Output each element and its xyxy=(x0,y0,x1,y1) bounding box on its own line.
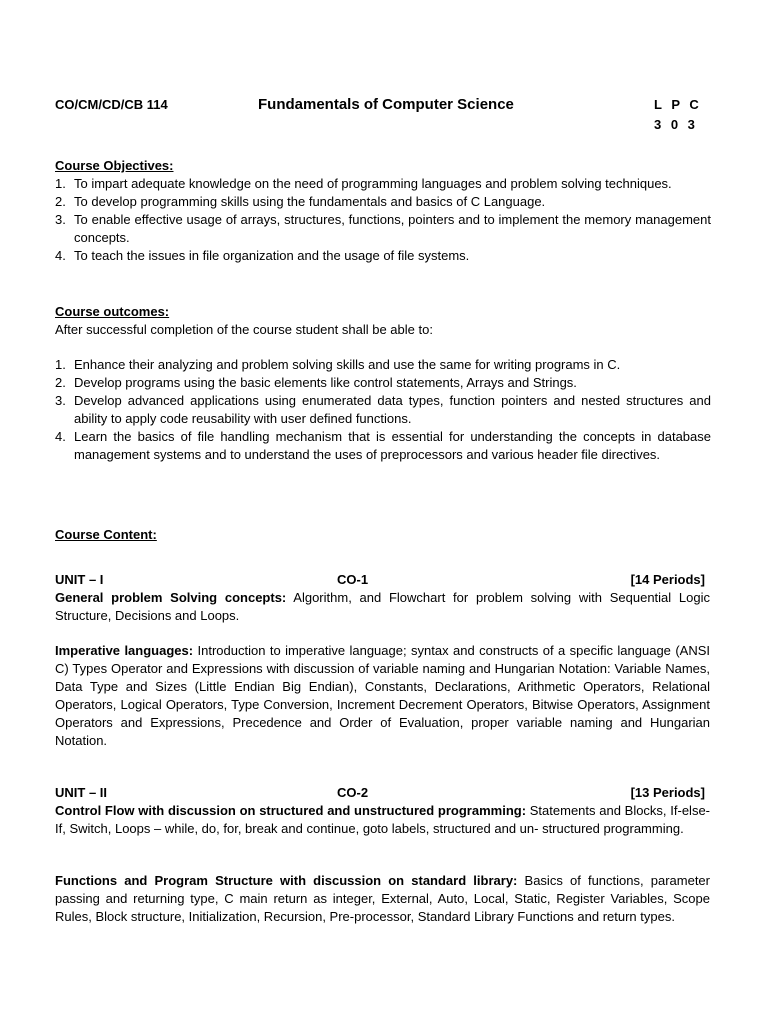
list-item: 2. To develop programming skills using the fundamentals and basics of C Language. xyxy=(55,194,546,209)
outcomes-heading: Course outcomes: xyxy=(55,304,170,319)
unit1-topic-1-text: Algorithm, and Flowchart for problem solving with Sequential Logic Structure, Decisions and Loops. xyxy=(55,590,710,623)
unit2-topic-2 xyxy=(55,872,710,926)
list-item: 2. Develop programs using the basic elements like control statements, Arrays and Strings. xyxy=(55,375,577,390)
list-item: 1. Enhance their analyzing and problem solving skills and use the same for writing programs in C. xyxy=(55,357,621,372)
outcome-text: Develop programs using the basic elements like control statements, Arrays and Strings. xyxy=(74,375,577,390)
outcome-text: Develop advanced applications using enumerated data types, function pointers and nested structures and ability to apply code reusability with user defined functions. xyxy=(74,393,711,426)
content-heading: Course Content: xyxy=(55,527,157,542)
list-item: 4. Learn the basics of file handling mechanism that is essential for understanding the concepts in database management systems and to understand the uses of preprocessors and various header file directives. xyxy=(55,429,711,462)
ltp-labels: L P C xyxy=(654,97,702,112)
page-title: Fundamentals of Computer Science xyxy=(258,96,514,113)
unit1-topic-2-text: Introduction to imperative language; syntax and constructs of a specific language (ANSI C) Types Operator and Expressions with discussion of variable naming and Hungarian Notation: Variable Names, Data Type and Sizes (Little Endian Big Endian), Constants, Declarations, Arithmetic Operators, Relational Operators, Logical Operators, Type Conversion, Increment Decrement Operators, Bitwise Operators, Assignment Operators and Expressions, Precedence and Order of Evaluation, proper variable naming and Hungarian Notation. xyxy=(55,643,710,748)
ltp-values: 3 0 3 xyxy=(654,117,698,132)
list-item: 1. To impart adequate knowledge on the need of programming languages and problem solving techniques. xyxy=(55,176,672,191)
course-code: CO/CM/CD/CB 114 xyxy=(55,97,168,112)
unit1-topic-2 xyxy=(55,642,710,750)
objective-text: To teach the issues in file organization and the usage of file systems. xyxy=(74,248,470,263)
objective-text: To enable effective usage of arrays, structures, functions, pointers and to implement the memory management concepts. xyxy=(74,212,711,245)
outcome-text: Learn the basics of file handling mechanism that is essential for understanding the concepts in database management systems and to understand the uses of preprocessors and various header file directives. xyxy=(74,429,711,462)
objective-text: To develop programming skills using the fundamentals and basics of C Language. xyxy=(74,194,546,209)
outcomes-intro: After successful completion of the course student shall be able to: xyxy=(55,322,433,337)
unit1-topic-1-title: General problem Solving concepts: xyxy=(55,590,287,605)
objective-text: To impart adequate knowledge on the need of programming languages and problem solving techniques. xyxy=(74,176,672,191)
unit2-topic-2-text: Basics of functions, parameter passing and returning type, C main return as integer, External, Auto, Local, Static, Register Variables, Scope Rules, Block structure, Initialization, Recursion, Pre-processor, Standard Library Functions and return types. xyxy=(55,873,710,924)
objectives-list xyxy=(55,175,711,265)
unit2-topic-1 xyxy=(55,802,710,838)
unit2-co: CO-2 xyxy=(337,785,369,800)
unit1-topic-1 xyxy=(55,589,710,625)
unit1-topic-2-title: Imperative languages: xyxy=(55,643,194,658)
unit2-periods: [13 Periods] xyxy=(630,785,705,800)
unit1-name: UNIT – I xyxy=(55,572,104,587)
list-item: 3. To enable effective usage of arrays, structures, functions, pointers and to implement the memory management concepts. xyxy=(55,212,711,245)
outcomes-list xyxy=(55,356,711,464)
unit2-topic-2-title: Functions and Program Structure with discussion on standard library: xyxy=(55,873,518,888)
unit2-topic-1-text: Statements and Blocks, If-else-If, Switch, Loops – while, do, for, break and continue, goto labels, structured and un- structured programming. xyxy=(55,803,710,836)
outcome-text: Enhance their analyzing and problem solving skills and use the same for writing programs in C. xyxy=(74,357,621,372)
unit2-name: UNIT – II xyxy=(55,785,108,800)
list-item: 3. Develop advanced applications using enumerated data types, function pointers and nested structures and ability to apply code reusability with user defined functions. xyxy=(55,393,711,426)
objectives-heading: Course Objectives: xyxy=(55,158,174,173)
unit1-co: CO-1 xyxy=(337,572,369,587)
unit2-topic-1-title: Control Flow with discussion on structured and unstructured programming: xyxy=(55,803,527,818)
unit1-periods: [14 Periods] xyxy=(630,572,705,587)
list-item: 4. To teach the issues in file organization and the usage of file systems. xyxy=(55,248,470,263)
